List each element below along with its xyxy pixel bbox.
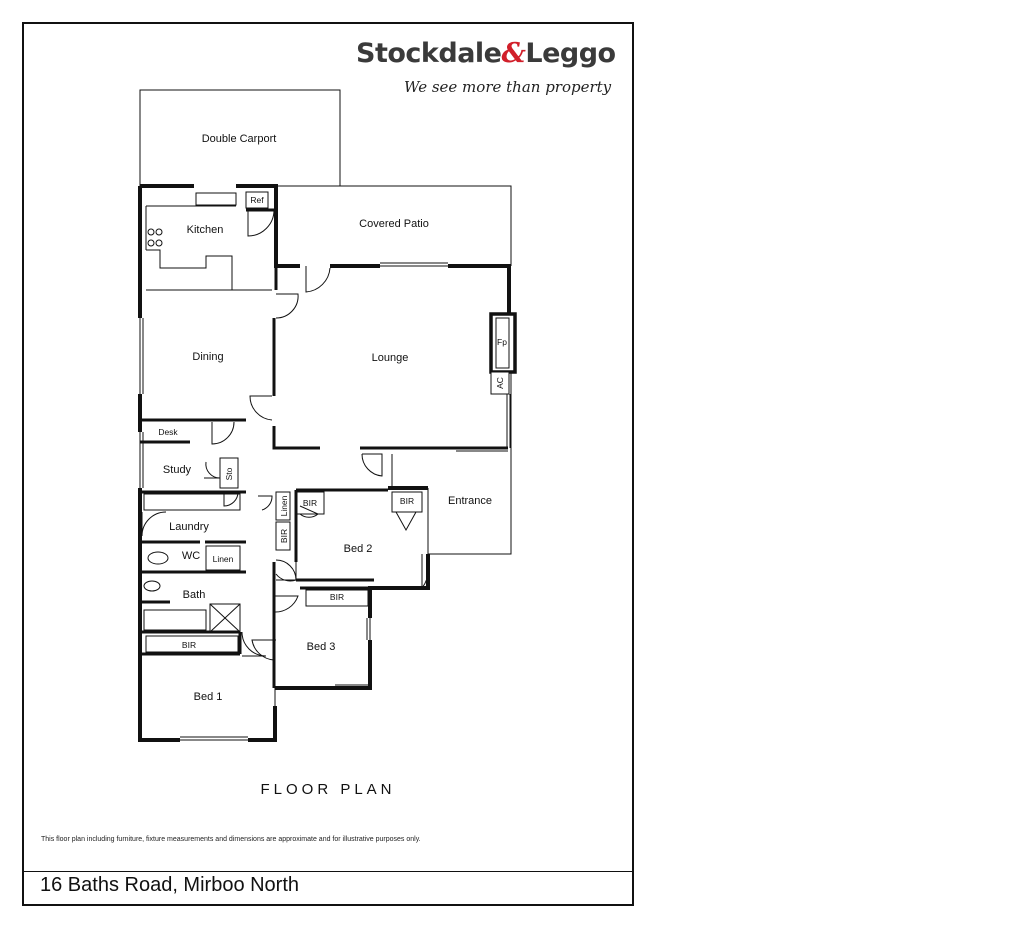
- fixture-label-desk: Desk: [158, 427, 178, 437]
- fixture-label-store: Sto: [224, 467, 234, 481]
- fixture-label-linen-vertical: Linen: [279, 495, 289, 517]
- room-label-bath: Bath: [182, 589, 206, 601]
- room-label-bed-3: Bed 3: [306, 641, 336, 653]
- fixture-label-bir-vertical: BIR: [279, 528, 289, 544]
- property-address: 16 Baths Road, Mirboo North: [40, 874, 300, 896]
- fixture-label-ac: AC: [495, 377, 505, 389]
- plan-title: FLOOR PLAN: [260, 781, 396, 798]
- room-label-laundry: Laundry: [169, 521, 209, 533]
- fixture-label-bed2-bir: BIR: [302, 498, 318, 508]
- brand-logo: Stockdale&Leggo: [356, 38, 616, 69]
- brand-tagline: We see more than property: [404, 78, 612, 96]
- footer-divider: [22, 871, 634, 872]
- fixture-label-bed1-bir: BIR: [181, 640, 197, 650]
- room-label-study: Study: [162, 464, 192, 476]
- room-label-bed-2: Bed 2: [343, 543, 373, 555]
- room-label-kitchen: Kitchen: [186, 224, 224, 236]
- room-label-wc: WC: [181, 550, 201, 562]
- room-label-bed-1: Bed 1: [193, 691, 223, 703]
- room-label-entrance: Entrance: [447, 495, 493, 507]
- fixture-label-entrance-bir: BIR: [399, 496, 415, 506]
- fixture-label-linen-hall: Linen: [212, 554, 234, 564]
- room-label-dining: Dining: [192, 351, 224, 363]
- disclaimer-text: This floor plan including furniture, fixture measurements and dimensions are approximate and for illustrative purposes only.: [41, 836, 421, 843]
- room-label-double-carport: Double Carport: [201, 133, 277, 145]
- fixture-label-bed3-bir: BIR: [329, 592, 345, 602]
- fixture-label-fireplace: Fp: [497, 337, 507, 347]
- room-label-lounge: Lounge: [371, 352, 409, 364]
- fixture-label-ref: Ref: [250, 195, 264, 205]
- room-label-covered-patio: Covered Patio: [359, 218, 429, 230]
